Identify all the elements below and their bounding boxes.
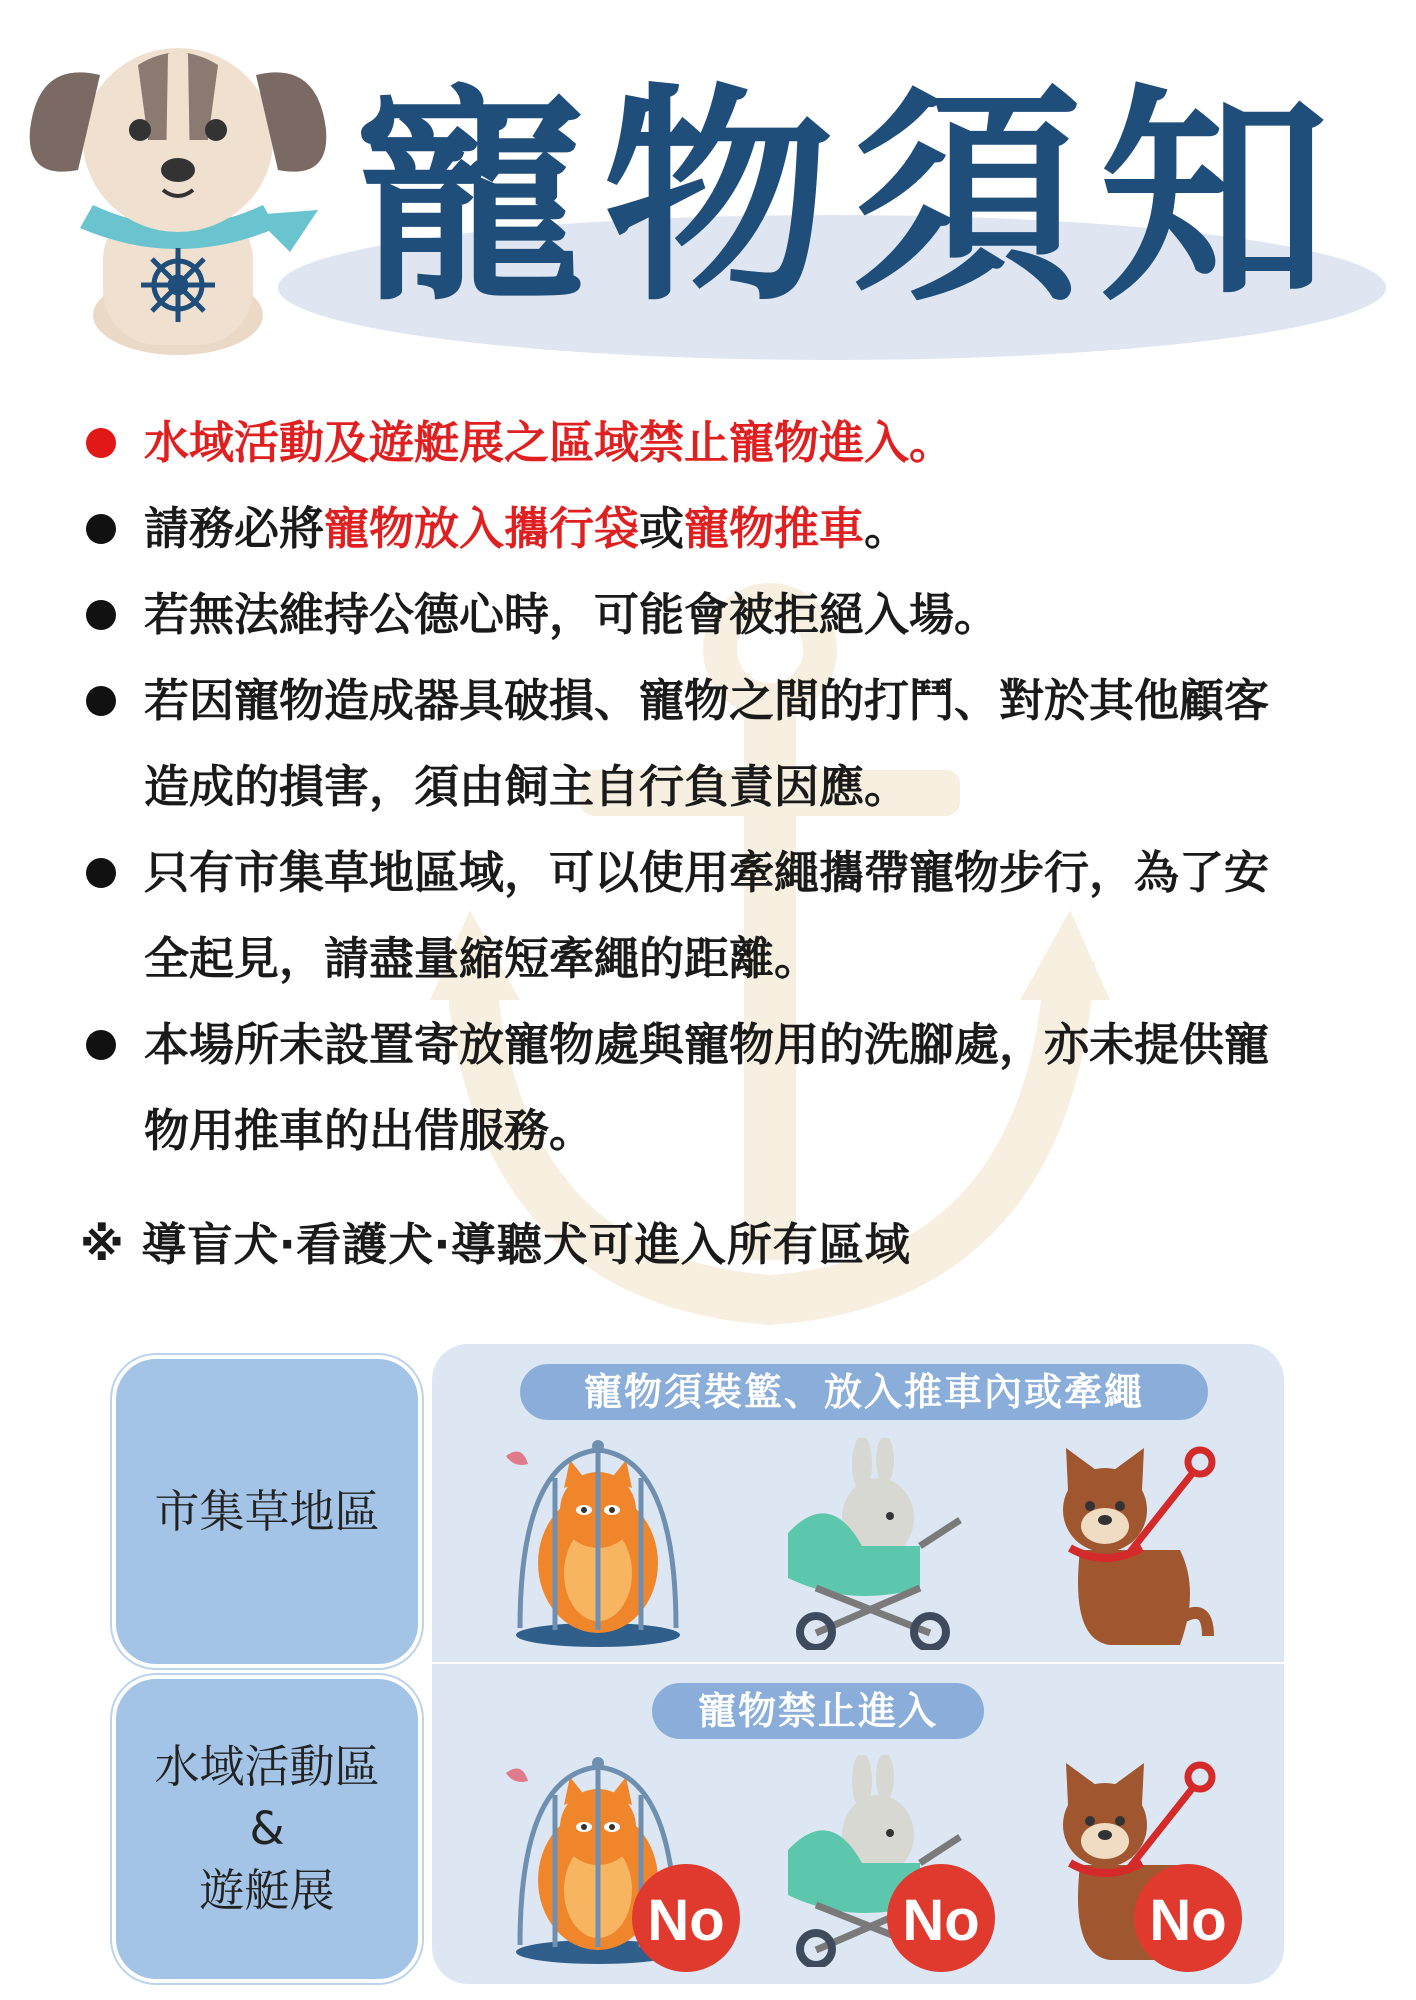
no-badge-icon	[1132, 1862, 1244, 1974]
svg-text:No: No	[902, 1888, 980, 1953]
cat-in-cage-icon	[500, 1438, 690, 1650]
bullet-icon	[86, 514, 116, 544]
bullet-icon	[86, 428, 116, 458]
rabbit-in-stroller-icon	[780, 1438, 980, 1650]
zone-label-water-yacht: 水域活動區 & 遊艇展	[112, 1675, 422, 1983]
rule-item-carrier: 請務必將寵物放入攜行袋或寵物推車。	[78, 486, 1358, 572]
bullet-icon	[86, 600, 116, 630]
bullet-icon	[86, 686, 116, 716]
rules-list	[78, 400, 1358, 1174]
page-title: 寵物須知	[355, 66, 1348, 333]
panel-divider	[432, 1662, 1284, 1664]
dog-on-leash-icon	[1050, 1440, 1220, 1652]
rule-item-no-water-zone: 水域活動及遊艇展之區域禁止寵物進入。	[78, 400, 1358, 486]
rule-item-manners: 若無法維持公德心時，可能會被拒絕入場。	[78, 572, 1358, 658]
bullet-icon	[86, 858, 116, 888]
ship-wheel-icon	[141, 248, 215, 322]
zone-label-market-lawn: 市集草地區	[112, 1355, 422, 1668]
no-badge-icon	[885, 1862, 997, 1974]
dog-mascot-icon	[18, 20, 338, 355]
no-badge-icon	[630, 1862, 742, 1974]
rule-item-damages: 若因寵物造成器具破損、寵物之間的打鬥、對於其他顧客 造成的損害，須由飼主自行負責因應。	[78, 658, 1358, 830]
rule-item-leash: 只有市集草地區域，可以使用牽繩攜帶寵物步行，為了安 全起見，請盡量縮短牽繩的距離。	[78, 830, 1358, 1002]
svg-text:No: No	[1149, 1888, 1227, 1953]
service-dog-note: ※ 導盲犬‧看護犬‧導聽犬可進入所有區域	[80, 1218, 911, 1271]
rule-item-facilities: 本場所未設置寄放寵物處與寵物用的洗腳處，亦未提供寵 物用推車的出借服務。	[78, 1002, 1358, 1174]
zone1-rule-pill: 寵物須裝籃、放入推車內或牽繩	[520, 1364, 1208, 1420]
zone2-rule-pill: 寵物禁止進入	[652, 1683, 984, 1739]
svg-text:No: No	[647, 1888, 725, 1953]
bullet-icon	[86, 1030, 116, 1060]
